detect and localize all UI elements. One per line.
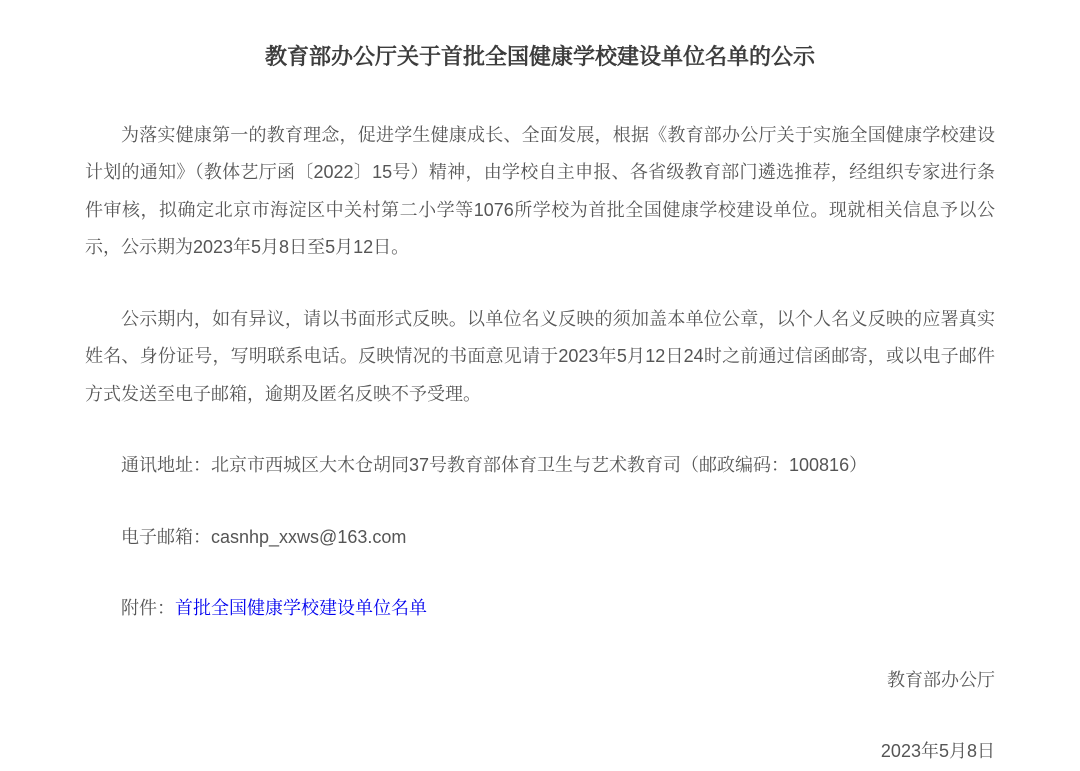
attachment-line [85, 590, 995, 628]
paragraph-intro: 为落实健康第一的教育理念，促进学生健康成长、全面发展，根据《教育部办公厅关于实施全国健康学校建设计划的通知》（教体艺厅函〔2022〕15号）精神，由学校自主申报、各省级教育部门遴选推荐，经组织专家进行条件审核，拟确定北京市海淀区中关村第二小学等1076所学校为首批全国健康学校建设单位。现就相关信息予以公示，公示期为2023年5月8日至5月12日。 [85, 124, 995, 258]
paragraph-objection-instructions: 公示期内，如有异议，请以书面形式反映。以单位名义反映的须加盖本单位公章，以个人名义反映的应署真实姓名、身份证号，写明联系电话。反映情况的书面意见请于2023年5月12日24时之前通过信函邮寄，或以电子邮件方式发送至电子邮箱，逾期及匿名反映不予受理。 [85, 308, 995, 404]
email-label: 电子邮箱： [121, 526, 211, 547]
publish-date: 2023年5月8日 [880, 741, 995, 762]
contact-address-line: 通讯地址：北京市西城区大木仓胡同37号教育部体育卫生与艺术教育司（邮政编码：100816） [121, 455, 868, 476]
signature: 教育部办公厅 [887, 669, 995, 690]
page-title: 教育部办公厅关于首批全国健康学校建设单位名单的公示 [264, 44, 815, 69]
email-line [85, 519, 995, 557]
announcement-document [85, 0, 995, 771]
email-value: casnhp_xxws@163.com [211, 526, 407, 547]
attachment-link[interactable]: 首批全国健康学校建设单位名单 [175, 598, 427, 619]
attachment-label: 附件： [121, 598, 175, 619]
